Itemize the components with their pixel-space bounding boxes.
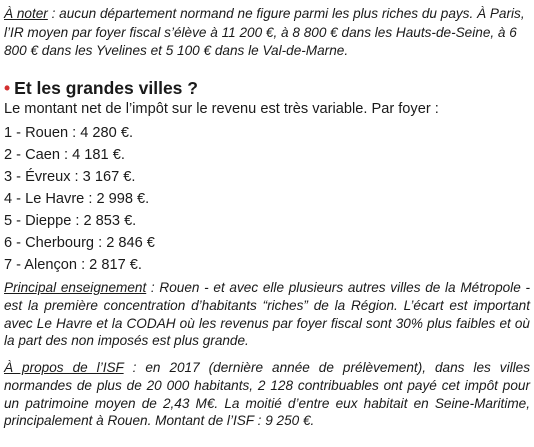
list-item: 4 - Le Havre : 2 998 €. xyxy=(4,191,150,207)
list-item: 1 - Rouen : 4 280 €. xyxy=(4,125,133,141)
section-heading xyxy=(4,77,198,99)
principal-paragraph xyxy=(4,279,530,350)
bullet-icon: • xyxy=(4,78,11,98)
section-intro: Le montant net de l’impôt sur le revenu est très variable. Par foyer : xyxy=(4,101,439,117)
note-text: : aucun département normand ne figure parmi les plus riches du pays. À Paris, l’IR moyen par foyer fiscal s’élève à 11 200 €, à 8 800 € dans les Hauts-de-Seine, à 6 800 € dans les Yvelines et 5 100 € dans le Val-de-Marne. xyxy=(4,6,525,58)
note-paragraph xyxy=(4,5,530,61)
section-title: Et les grandes villes ? xyxy=(14,78,198,98)
note-lead: À noter xyxy=(4,6,48,21)
list-item: 6 - Cherbourg : 2 846 € xyxy=(4,235,155,251)
list-item: 7 - Alençon : 2 817 €. xyxy=(4,257,142,273)
principal-lead: Principal enseignement xyxy=(4,280,147,295)
principal-text: : Rouen - et avec elle plusieurs autres villes de la Métropole - est la première concentration d’habitants “riches” de la Région. L’écart est important avec Le Havre et la CODAH où les revenus par foyer fiscal sont 30% plus faibles et où la part des non imposés est plus grande. xyxy=(4,280,530,349)
isf-paragraph xyxy=(4,359,530,430)
city-ranking-list xyxy=(4,122,155,276)
isf-text: : en 2017 (dernière année de prélèvement), dans les villes normandes de plus de 20 000 habitants, 2 128 contribuables ont payé cet impôt pour un patrimoine moyen de 2,43 M€. La moitié d’entre eux habitait en Seine-Maritime, principalement à Rouen. Montant de l’ISF : 9 250 €. xyxy=(4,360,530,429)
isf-lead: À propos de l’ISF xyxy=(4,360,124,375)
list-item: 2 - Caen : 4 181 €. xyxy=(4,147,125,163)
list-item: 3 - Évreux : 3 167 €. xyxy=(4,169,136,185)
list-item: 5 - Dieppe : 2 853 €. xyxy=(4,213,137,229)
